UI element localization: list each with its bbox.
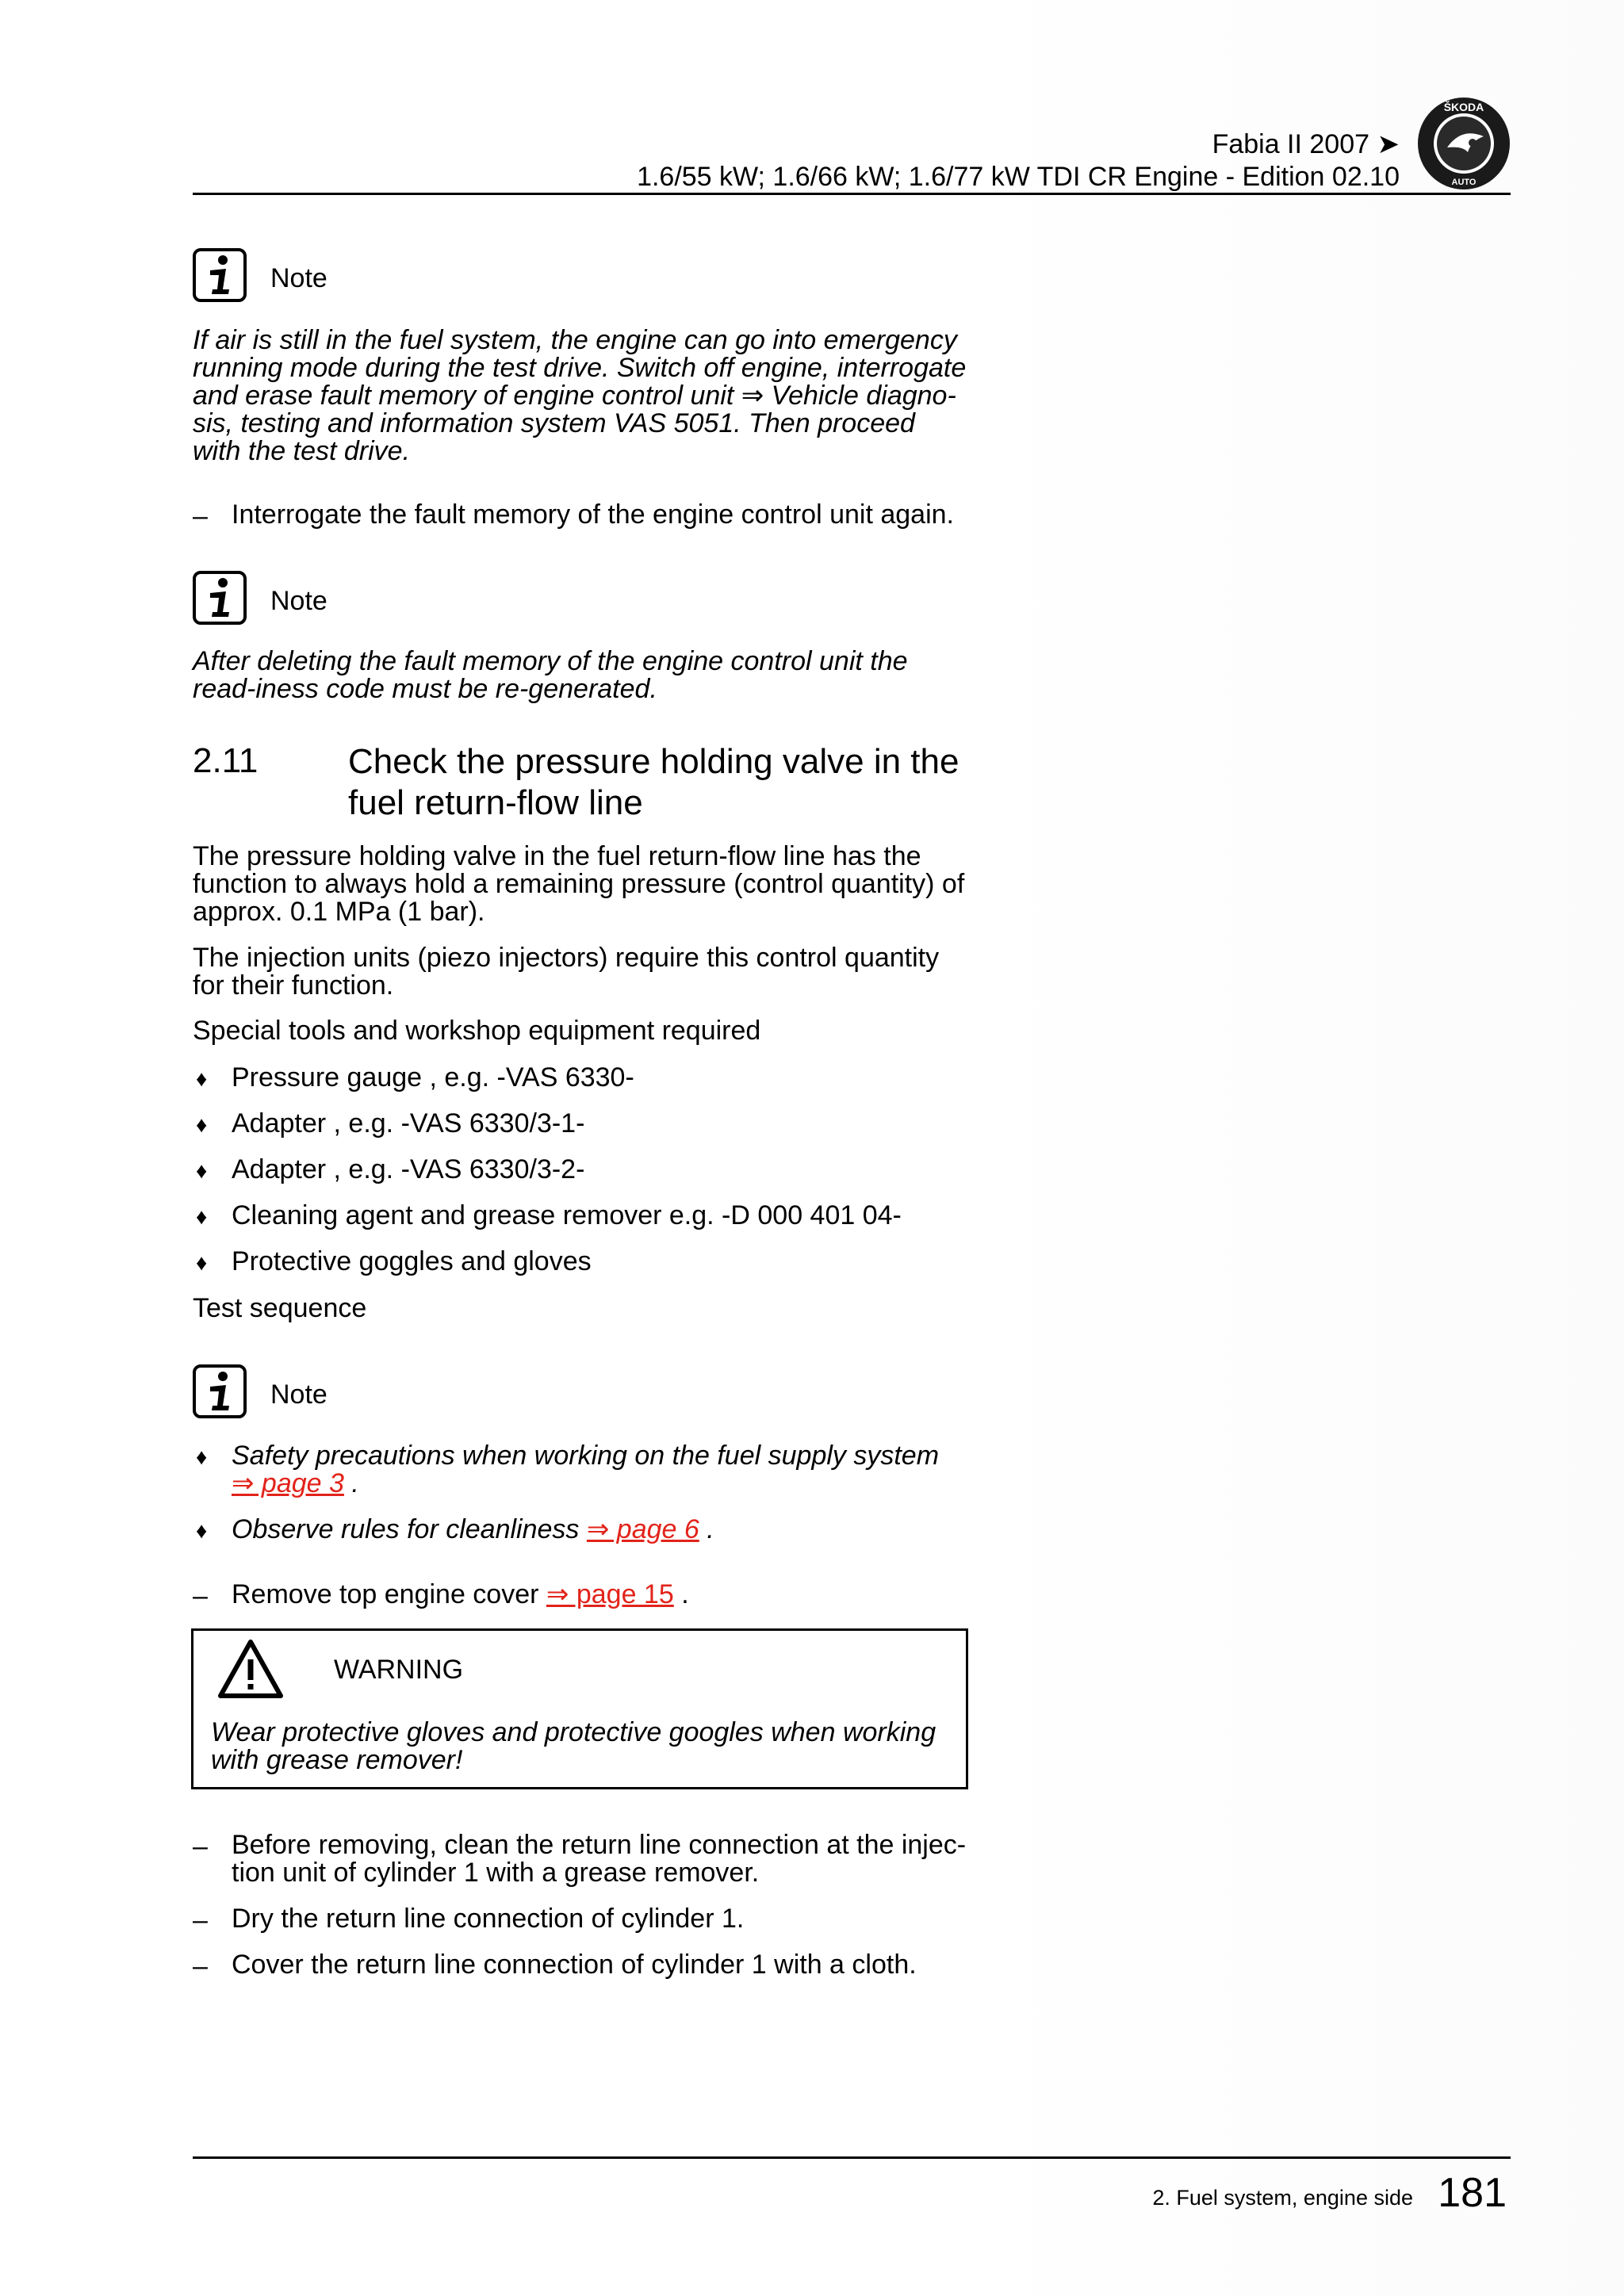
footer-rule	[193, 2156, 1511, 2159]
bullet-icon: ♦	[196, 1112, 208, 1137]
bullet-icon: ♦	[196, 1445, 208, 1469]
list-item: Adapter , e.g. -VAS 6330/3-2-	[232, 1154, 585, 1184]
note-text: If air is still in the fuel system, the engine can go into emergency running mode during the test drive. Switch off engine, interrogate and erase fault memory of engine control unit ⇒ Vehicle diagno-sis, testing and information system VAS 5051. Then proceed with the test drive.	[193, 325, 967, 466]
note-label: Note	[270, 586, 327, 616]
note-text: After deleting the fault memory of the engine control unit the read-iness code must be re-generated.	[193, 646, 908, 704]
note-label: Note	[270, 263, 327, 293]
skoda-logo-icon	[1415, 95, 1512, 192]
warning-triangle-icon	[217, 1639, 284, 1699]
header-model: Fabia II 2007 ➤	[1212, 129, 1400, 159]
info-note-icon	[193, 1364, 247, 1418]
warning-text: Wear protective gloves and protective googles when working with grease remover!	[211, 1717, 936, 1775]
svg-text:ŠKODA: ŠKODA	[1443, 101, 1484, 113]
note-list-item: Safety precautions when working on the fuel supply system ⇒ page 3 .	[232, 1441, 940, 1498]
step-dash: –	[193, 1831, 208, 1862]
warning-box	[191, 1628, 968, 1789]
page-6-link[interactable]: ⇒ page 6	[586, 1514, 699, 1544]
note-label: Note	[270, 1380, 327, 1410]
section-title: Check the pressure holding valve in the fuel return-flow line	[348, 742, 959, 822]
list-item: Protective goggles and gloves	[232, 1246, 592, 1276]
step-text: Before removing, clean the return line connection at the injec-tion unit of cylinder 1 with a grease remover.	[232, 1830, 967, 1888]
bullet-icon: ♦	[196, 1204, 208, 1229]
step-text: Interrogate the fault memory of the engine control unit again.	[232, 499, 954, 530]
info-note-icon	[193, 248, 247, 302]
header-engine: 1.6/55 kW; 1.6/66 kW; 1.6/77 kW TDI CR Engine - Edition 02.10	[637, 162, 1400, 192]
page-3-link[interactable]: ⇒ page 3	[232, 1468, 344, 1498]
info-note-icon	[193, 571, 247, 625]
paragraph: The pressure holding valve in the fuel return-flow line has the function to always hold a remaining pressure (control quantity) of approx. 0.1 MPa (1 bar).	[193, 841, 965, 927]
note-list-item: Observe rules for cleanliness ⇒ page 6 .	[232, 1514, 714, 1544]
bullet-icon: ♦	[196, 1066, 208, 1091]
page-margin-shade	[963, 0, 1624, 2296]
svg-text:AUTO: AUTO	[1451, 178, 1477, 187]
bullet-icon: ♦	[196, 1158, 208, 1183]
step-dash: –	[193, 1951, 208, 1981]
list-item: Adapter , e.g. -VAS 6330/3-1-	[232, 1108, 585, 1138]
list-item: Pressure gauge , e.g. -VAS 6330-	[232, 1062, 634, 1093]
step-text: Cover the return line connection of cylinder 1 with a cloth.	[232, 1950, 917, 1980]
footer-section-title: 2. Fuel system, engine side	[1152, 2186, 1413, 2210]
bullet-icon: ♦	[196, 1518, 208, 1543]
step-dash: –	[193, 1905, 208, 1935]
page-number: 181	[1438, 2170, 1507, 2216]
paragraph: The injection units (piezo injectors) require this control quantity for their function.	[193, 943, 940, 1001]
step-dash: –	[193, 501, 208, 531]
page-15-link[interactable]: ⇒ page 15	[546, 1579, 674, 1609]
step-text: Dry the return line connection of cylinder 1.	[232, 1904, 745, 1934]
bullet-icon: ♦	[196, 1250, 208, 1275]
header-rule	[193, 193, 1511, 195]
list-item: Cleaning agent and grease remover e.g. -D 000 401 04-	[232, 1200, 902, 1230]
warning-label: WARNING	[334, 1655, 464, 1685]
step-text: Remove top engine cover ⇒ page 15 .	[232, 1579, 689, 1609]
test-sequence-heading: Test sequence	[193, 1293, 367, 1323]
step-dash: –	[193, 1581, 208, 1611]
section-number: 2.11	[193, 741, 259, 780]
tools-heading: Special tools and workshop equipment required	[193, 1016, 761, 1046]
